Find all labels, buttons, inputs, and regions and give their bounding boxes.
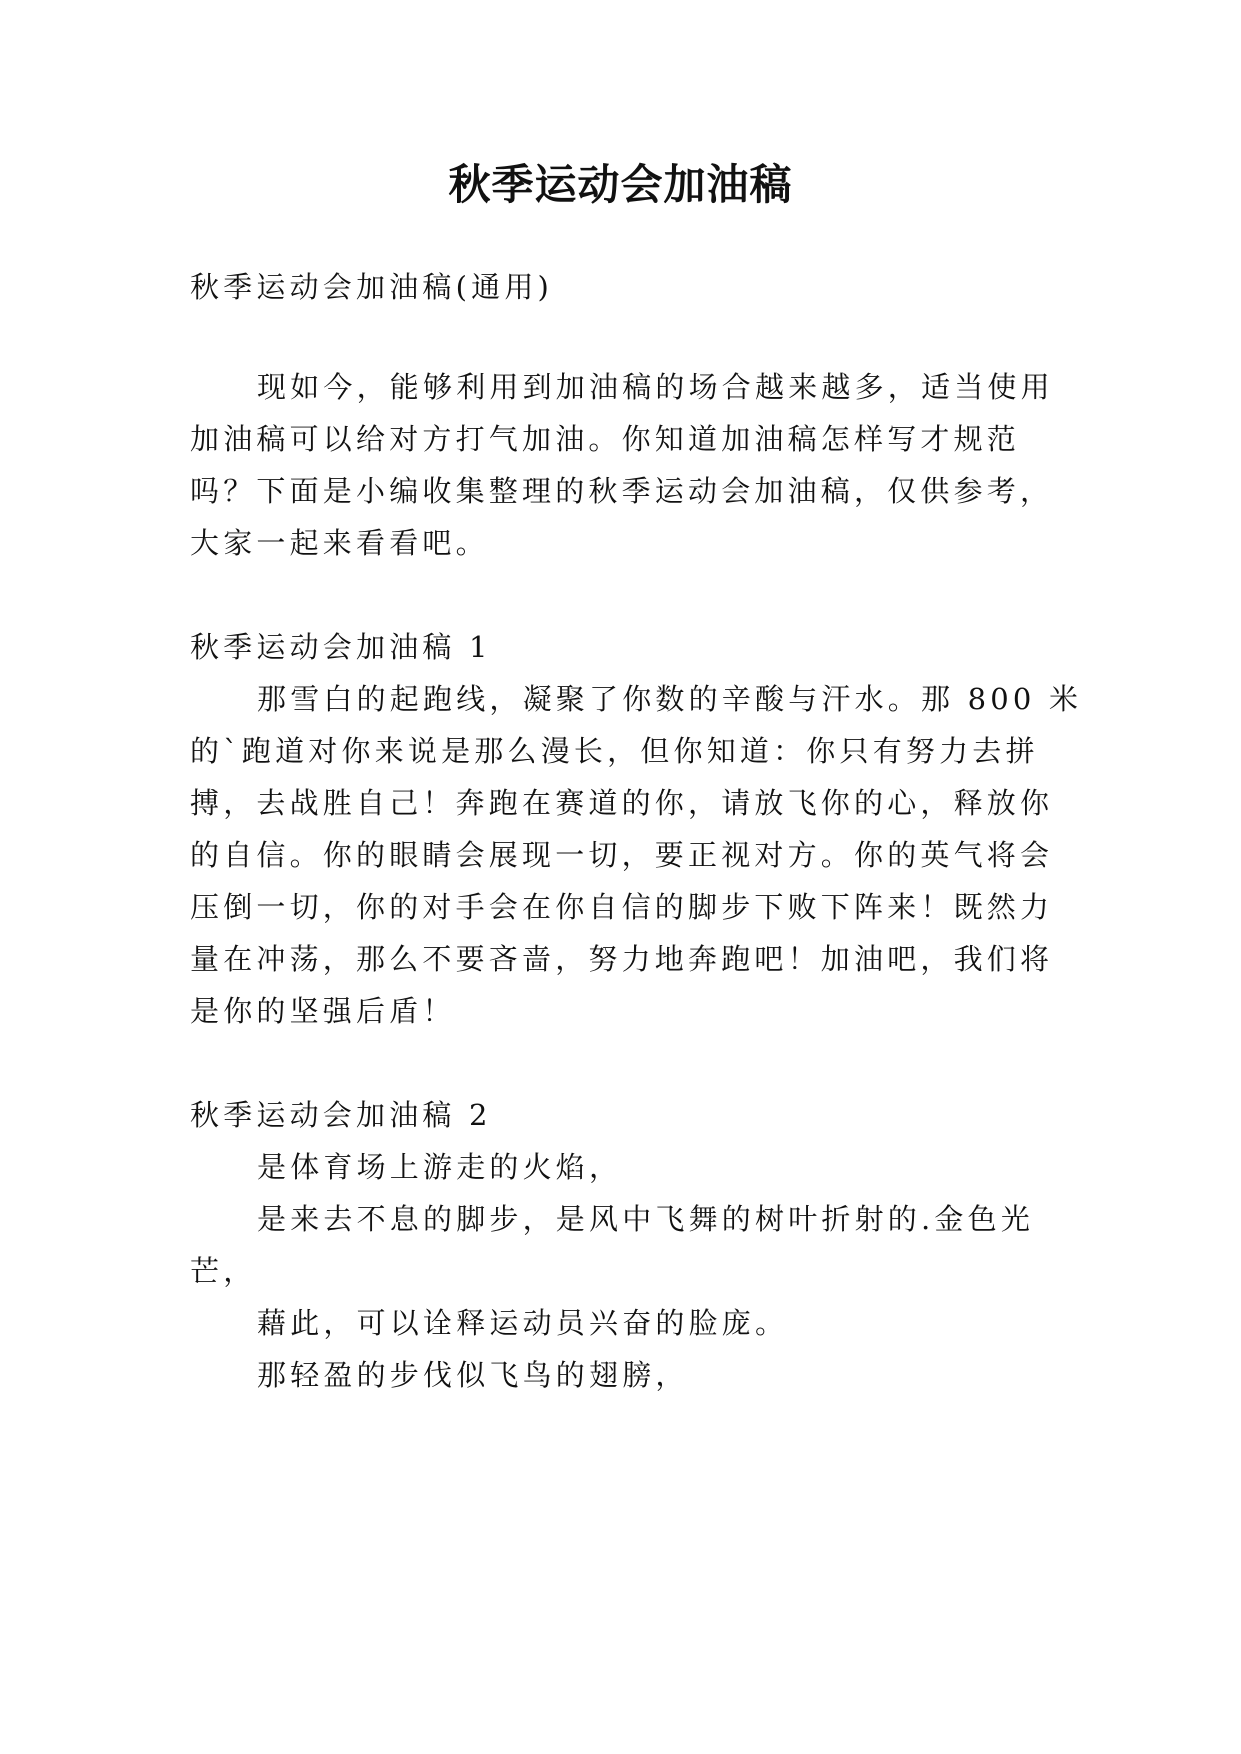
section1-line: 量在冲荡，那么不要吝啬，努力地奔跑吧！加油吧，我们将 <box>190 942 1054 976</box>
section1-line: 是你的坚强后盾！ <box>190 994 456 1028</box>
section1-line: 的`跑道对你来说是那么漫长，但你知道：你只有努力去拼 <box>190 734 1039 768</box>
section1-line: 那雪白的起跑线，凝聚了你数的辛酸与汗水。那 800 米 <box>257 682 1083 716</box>
intro-line: 现如今，能够利用到加油稿的场合越来越多，适当使用 <box>257 370 1054 404</box>
intro-line: 吗？下面是小编收集整理的秋季运动会加油稿，仅供参考， <box>190 474 1054 508</box>
section2-line: 是来去不息的脚步，是风中飞舞的树叶折射的.金色光 <box>257 1202 1035 1236</box>
section-heading: 秋季运动会加油稿 1 <box>190 630 492 664</box>
section1-line: 压倒一切，你的对手会在你自信的脚步下败下阵来！既然力 <box>190 890 1054 924</box>
document-title: 秋季运动会加油稿 <box>448 160 793 209</box>
section2-line: 芒， <box>190 1254 257 1288</box>
intro-line: 大家一起来看看吧。 <box>190 526 489 560</box>
section2-line: 那轻盈的步伐似飞鸟的翅膀， <box>257 1358 689 1392</box>
section2-line: 藉此，可以诠释运动员兴奋的脸庞。 <box>257 1306 789 1340</box>
section1-line: 搏，去战胜自己！奔跑在赛道的你，请放飞你的心，释放你 <box>190 786 1054 820</box>
section2-line: 是体育场上游走的火焰， <box>257 1150 623 1184</box>
section1-line: 的自信。你的眼睛会展现一切，要正视对方。你的英气将会 <box>190 838 1054 872</box>
document-subtitle: 秋季运动会加油稿(通用) <box>190 270 554 304</box>
section-heading: 秋季运动会加油稿 2 <box>190 1098 492 1132</box>
intro-line: 加油稿可以给对方打气加油。你知道加油稿怎样写才规范 <box>190 422 1021 456</box>
